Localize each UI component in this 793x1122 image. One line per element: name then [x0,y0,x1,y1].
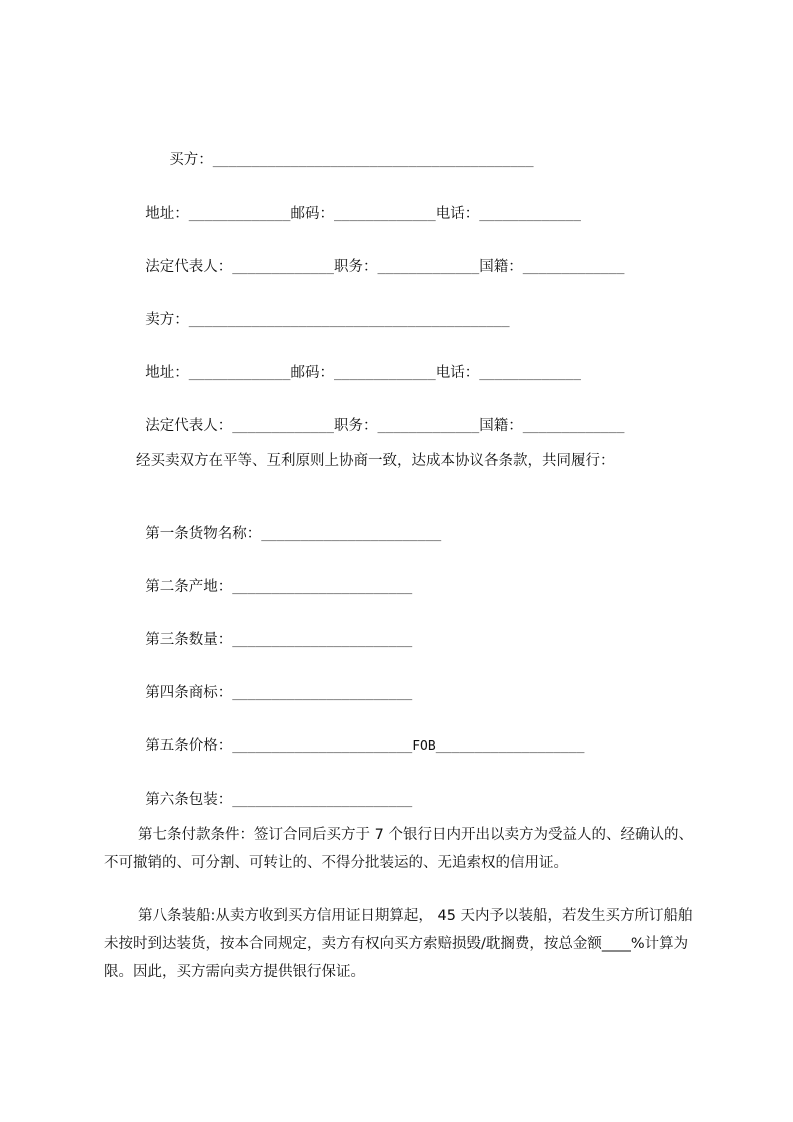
buyer-label: 买方： [169,152,213,168]
seller-phone-label: 电话： [435,365,480,381]
buyer-rep-label: 法定代表人： [145,259,233,275]
article-4-label: 第四条商标： [145,685,233,701]
article-8: 第八条装船:从卖方收到买方信用证日期算起， 45 天内予以装船，若发生买方所订船舶未按时到达装货，按本合同规定，卖方有权向买方索赔损毁/耽搁费，按总金额____%计算为限。因此，买方需向卖方提供银行保证。 [104,908,693,980]
seller-nationality-blank[interactable]: _____________ [522,419,625,434]
article-2-label: 第二条产地： [145,579,233,595]
buyer-address-row [136,184,581,225]
buyer-name-blank[interactable]: _________________________________________ [212,153,534,168]
buyer-address-blank[interactable]: _____________ [188,207,291,222]
buyer-zip-label: 邮码： [290,206,334,222]
buyer-address-label: 地址： [145,206,189,222]
article-4-blank[interactable]: _______________________ [232,686,413,701]
seller-rep-blank[interactable]: _____________ [232,419,334,434]
article-6-blank[interactable]: _______________________ [232,793,413,808]
seller-phone-blank[interactable]: _____________ [479,366,581,381]
article-5 [136,716,584,757]
seller-rep-label: 法定代表人： [145,418,233,434]
seller-label: 卖方： [145,312,189,328]
article-5-blank-2[interactable]: ___________________ [435,739,585,754]
preamble: 经买卖双方在平等、互利原则上协商一致，达成本协议各条款，共同履行： [136,453,615,469]
seller-address-row [136,343,581,384]
article-1 [136,504,441,545]
buyer-line [160,130,534,171]
article-7: 第七条付款条件：签订合同后买方于 7 个银行日内开出以卖方为受益人的、经确认的、不可撤销的、可分割、可转让的、不得分批装运的、无追索权的信用证。 [104,827,693,871]
seller-address-label: 地址： [145,365,189,381]
article-1-blank[interactable]: _______________________ [261,527,442,542]
article-3-blank[interactable]: _______________________ [232,633,413,648]
buyer-nationality-label: 国籍： [479,259,523,275]
seller-name-blank[interactable]: _________________________________________ [188,313,510,328]
buyer-zip-blank[interactable]: _____________ [333,207,436,222]
seller-title-label: 职务： [333,418,378,434]
seller-zip-blank[interactable]: _____________ [333,366,436,381]
seller-rep-row [136,396,624,437]
seller-nationality-label: 国籍： [479,418,523,434]
seller-title-blank[interactable]: _____________ [377,419,480,434]
seller-address-blank[interactable]: _____________ [188,366,291,381]
article-1-label: 第一条货物名称： [145,526,262,542]
article-3 [136,610,412,651]
buyer-nationality-blank[interactable]: _____________ [522,260,625,275]
seller-line [136,290,510,331]
seller-zip-label: 邮码： [290,365,334,381]
buyer-rep-row [136,237,624,278]
buyer-phone-blank[interactable]: _____________ [479,207,581,222]
buyer-title-blank[interactable]: _____________ [377,260,480,275]
article-5-blank[interactable]: _______________________ [232,739,413,754]
buyer-rep-blank[interactable]: _____________ [232,260,334,275]
article-2 [136,557,412,598]
article-5-label: 第五条价格： [145,738,233,754]
buyer-phone-label: 电话： [435,206,480,222]
article-6-label: 第六条包装： [145,792,233,808]
article-2-blank[interactable]: _______________________ [232,580,413,595]
article-5-fob: FOB [412,739,436,754]
article-3-label: 第三条数量： [145,632,233,648]
buyer-title-label: 职务： [333,259,378,275]
article-4 [136,663,412,704]
article-6 [136,770,412,811]
